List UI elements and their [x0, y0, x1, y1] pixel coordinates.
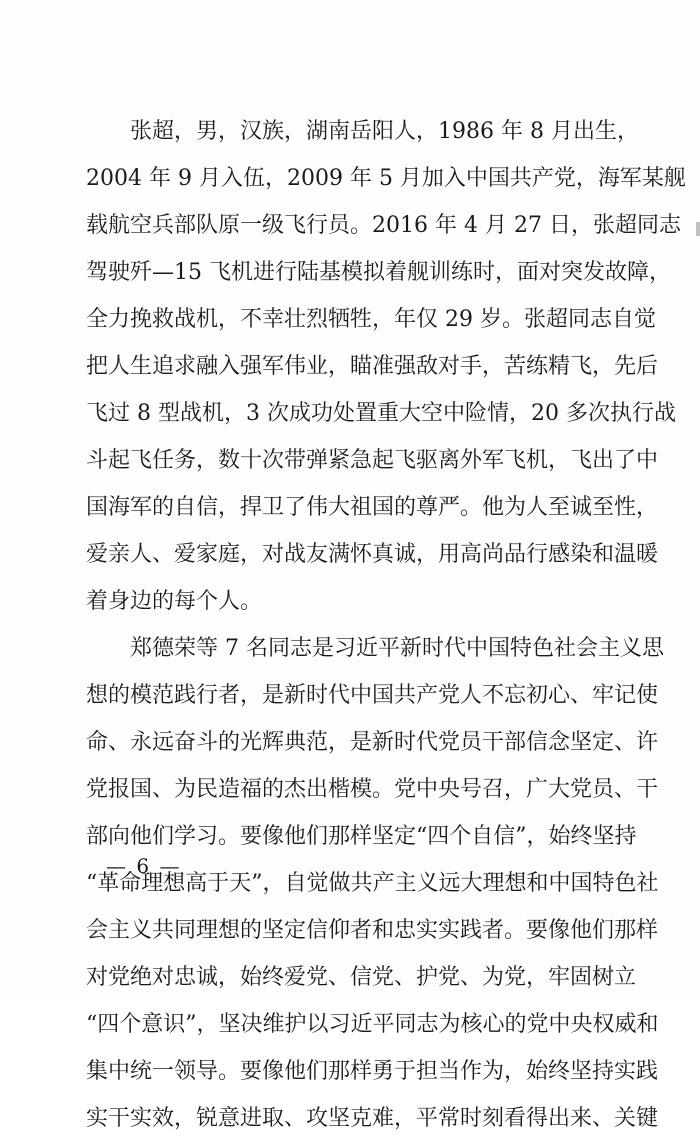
page-number: — 6 —	[106, 854, 182, 878]
text-line: 2004 年 9 月入伍，2009 年 5 月加入中国共产党，海军某舰	[86, 166, 686, 191]
text-line: 爱亲人、爱家庭，对战友满怀真诚，用高尚品行感染和温暖	[86, 542, 659, 567]
text-line: 党报国、为民造福的杰出楷模。党中央号召，广大党员、干	[86, 777, 659, 802]
text-line: 部向他们学习。要像他们那样坚定“四个自信”，始终坚持	[86, 824, 637, 849]
text-line: 对党绝对忠诚，始终爱党、信党、护党、为党，牢固树立	[86, 965, 637, 990]
text-line: 会主义共同理想的坚定信仰者和忠实实践者。要像他们那样	[86, 918, 659, 943]
text-line: 国海军的自信，捍卫了伟大祖国的尊严。他为人至诚至性，	[86, 495, 659, 520]
text-line: 飞过 8 型战机，3 次成功处置重大空中险情，20 多次执行战	[86, 401, 676, 426]
text-line: 驾驶歼—15 飞机进行陆基模拟着舰训练时，面对突发故障，	[86, 260, 671, 285]
text-line: 全力挽救战机，不幸壮烈牺牲，年仅 29 岁。张超同志自觉	[86, 307, 656, 332]
text-line: 命、永远奋斗的光辉典范，是新时代党员干部信念坚定、许	[86, 730, 659, 755]
text-line: 想的模范践行者，是新时代中国共产党人不忘初心、牢记使	[86, 683, 659, 708]
text-line: 斗起飞任务，数十次带弹紧急起飞驱离外军飞机，飞出了中	[86, 448, 659, 473]
document-body	[86, 108, 686, 1142]
text-line: “革命理想高于天”，自觉做共产主义远大理想和中国特色社	[86, 871, 659, 896]
text-line: 载航空兵部队原一级飞行员。2016 年 4 月 27 日，张超同志	[86, 213, 681, 238]
text-line: “四个意识”，坚决维护以习近平同志为核心的党中央权威和	[86, 1012, 659, 1037]
scan-edge-mark	[696, 222, 700, 236]
text-line: 郑德荣等 7 名同志是习近平新时代中国特色社会主义思	[130, 636, 664, 661]
text-line: 实干实效，锐意进取、攻坚克难，平常时刻看得出来、关键	[86, 1106, 659, 1131]
text-line: 把人生追求融入强军伟业，瞄准强敌对手，苦练精飞，先后	[86, 354, 659, 379]
text-line: 集中统一领导。要像他们那样勇于担当作为，始终坚持实践	[86, 1059, 659, 1084]
text-line: 张超，男，汉族，湖南岳阳人，1986 年 8 月出生，	[130, 119, 639, 144]
text-line: 着身边的每个人。	[86, 589, 263, 614]
